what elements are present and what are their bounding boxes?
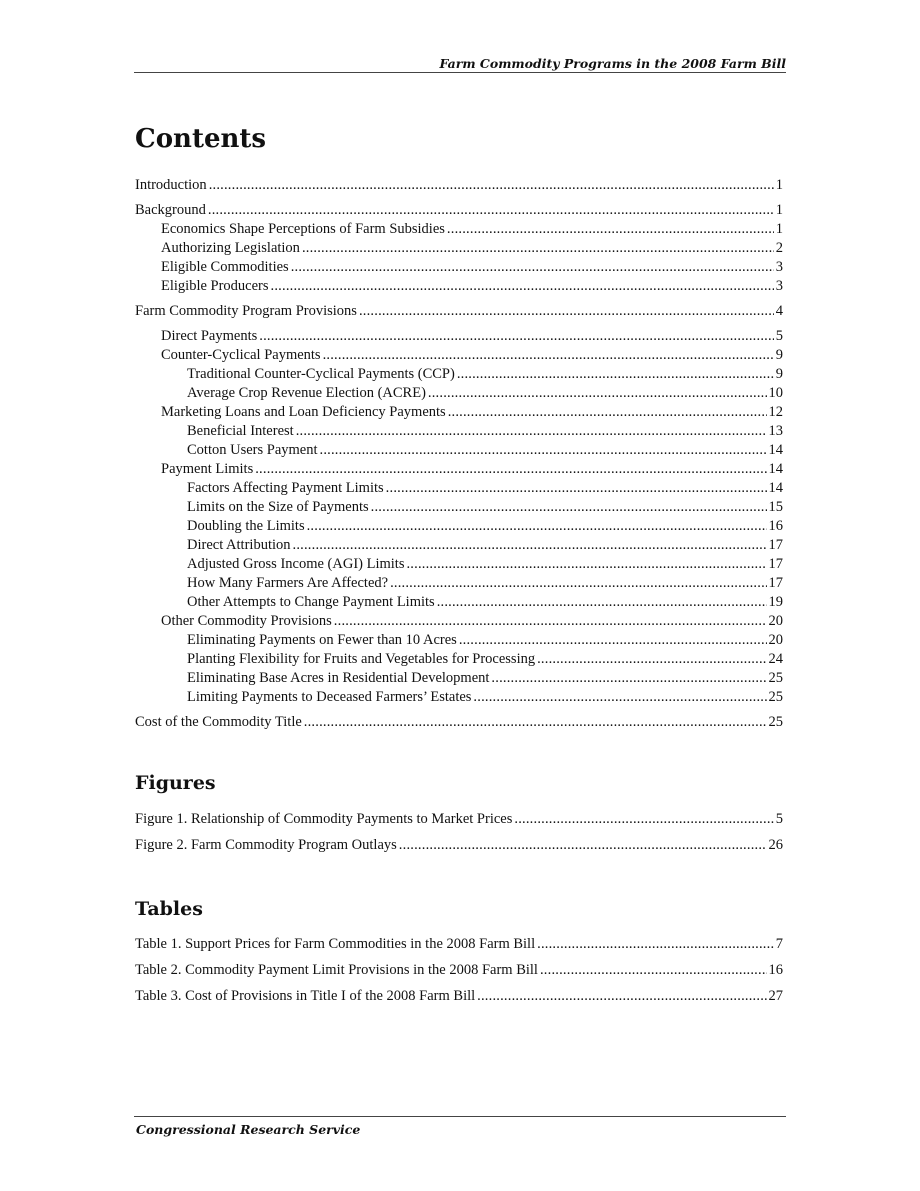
contents-list	[135, 176, 783, 732]
tables-heading: Tables	[135, 898, 203, 920]
toc-entry[interactable]: How Many Farmers Are Affected? ..... 17	[135, 574, 783, 593]
toc-entry[interactable]: Authorizing Legislation ..... 2	[135, 239, 783, 258]
toc-entry[interactable]: Direct Payments ..... 5	[135, 327, 783, 346]
toc-entry[interactable]: Farm Commodity Program Provisions ..... 4	[135, 302, 783, 321]
toc-entry[interactable]: Eligible Producers ..... 3	[135, 277, 783, 296]
toc-entry[interactable]: Planting Flexibility for Fruits and Vegetables for Processing ..... 24	[135, 650, 783, 669]
table-entry[interactable]: Table 2. Commodity Payment Limit Provisions in the 2008 Farm Bill ..... 16	[135, 961, 783, 980]
toc-entry[interactable]: Background ..... 1	[135, 201, 783, 220]
tables-list	[135, 935, 783, 1013]
toc-entry[interactable]: Other Commodity Provisions ..... 20	[135, 612, 783, 631]
toc-entry[interactable]: Marketing Loans and Loan Deficiency Payments ..... 12	[135, 403, 783, 422]
toc-entry[interactable]: Traditional Counter-Cyclical Payments (CCP) ..... 9	[135, 365, 783, 384]
toc-entry[interactable]: Factors Affecting Payment Limits ..... 14	[135, 479, 783, 498]
toc-entry[interactable]: Limits on the Size of Payments ..... 15	[135, 498, 783, 517]
toc-entry[interactable]: Cost of the Commodity Title ..... 25	[135, 713, 783, 732]
toc-entry[interactable]: Direct Attribution ..... 17	[135, 536, 783, 555]
header-title: Farm Commodity Programs in the 2008 Farm Bill	[439, 56, 786, 71]
toc-entry[interactable]: Adjusted Gross Income (AGI) Limits ..... 17	[135, 555, 783, 574]
figures-list	[135, 810, 783, 862]
toc-entry[interactable]: Average Crop Revenue Election (ACRE) ..... 10	[135, 384, 783, 403]
toc-entry[interactable]: Eliminating Base Acres in Residential Development ..... 25	[135, 669, 783, 688]
toc-entry[interactable]: Doubling the Limits ..... 16	[135, 517, 783, 536]
toc-entry[interactable]: Introduction ..... 1	[135, 176, 783, 195]
running-footer	[134, 1116, 786, 1137]
footer-text: Congressional Research Service	[136, 1122, 361, 1137]
figure-entry[interactable]: Figure 2. Farm Commodity Program Outlays ..... 26	[135, 836, 783, 855]
contents-heading: Contents	[135, 124, 267, 154]
toc-entry[interactable]: Limiting Payments to Deceased Farmers’ Estates ..... 25	[135, 688, 783, 707]
table-entry[interactable]: Table 3. Cost of Provisions in Title I of the 2008 Farm Bill ..... 27	[135, 987, 783, 1006]
table-entry[interactable]: Table 1. Support Prices for Farm Commodities in the 2008 Farm Bill ..... 7	[135, 935, 783, 954]
toc-entry[interactable]: Payment Limits ..... 14	[135, 460, 783, 479]
running-header	[134, 56, 786, 73]
figures-heading: Figures	[135, 772, 216, 794]
toc-entry[interactable]: Counter-Cyclical Payments ..... 9	[135, 346, 783, 365]
toc-entry[interactable]: Other Attempts to Change Payment Limits ..... 19	[135, 593, 783, 612]
toc-entry[interactable]: Beneficial Interest ..... 13	[135, 422, 783, 441]
toc-entry[interactable]: Economics Shape Perceptions of Farm Subsidies ..... 1	[135, 220, 783, 239]
toc-entry[interactable]: Eligible Commodities ..... 3	[135, 258, 783, 277]
toc-entry[interactable]: Cotton Users Payment ..... 14	[135, 441, 783, 460]
figure-entry[interactable]: Figure 1. Relationship of Commodity Payments to Market Prices ..... 5	[135, 810, 783, 829]
toc-entry[interactable]: Eliminating Payments on Fewer than 10 Acres ..... 20	[135, 631, 783, 650]
